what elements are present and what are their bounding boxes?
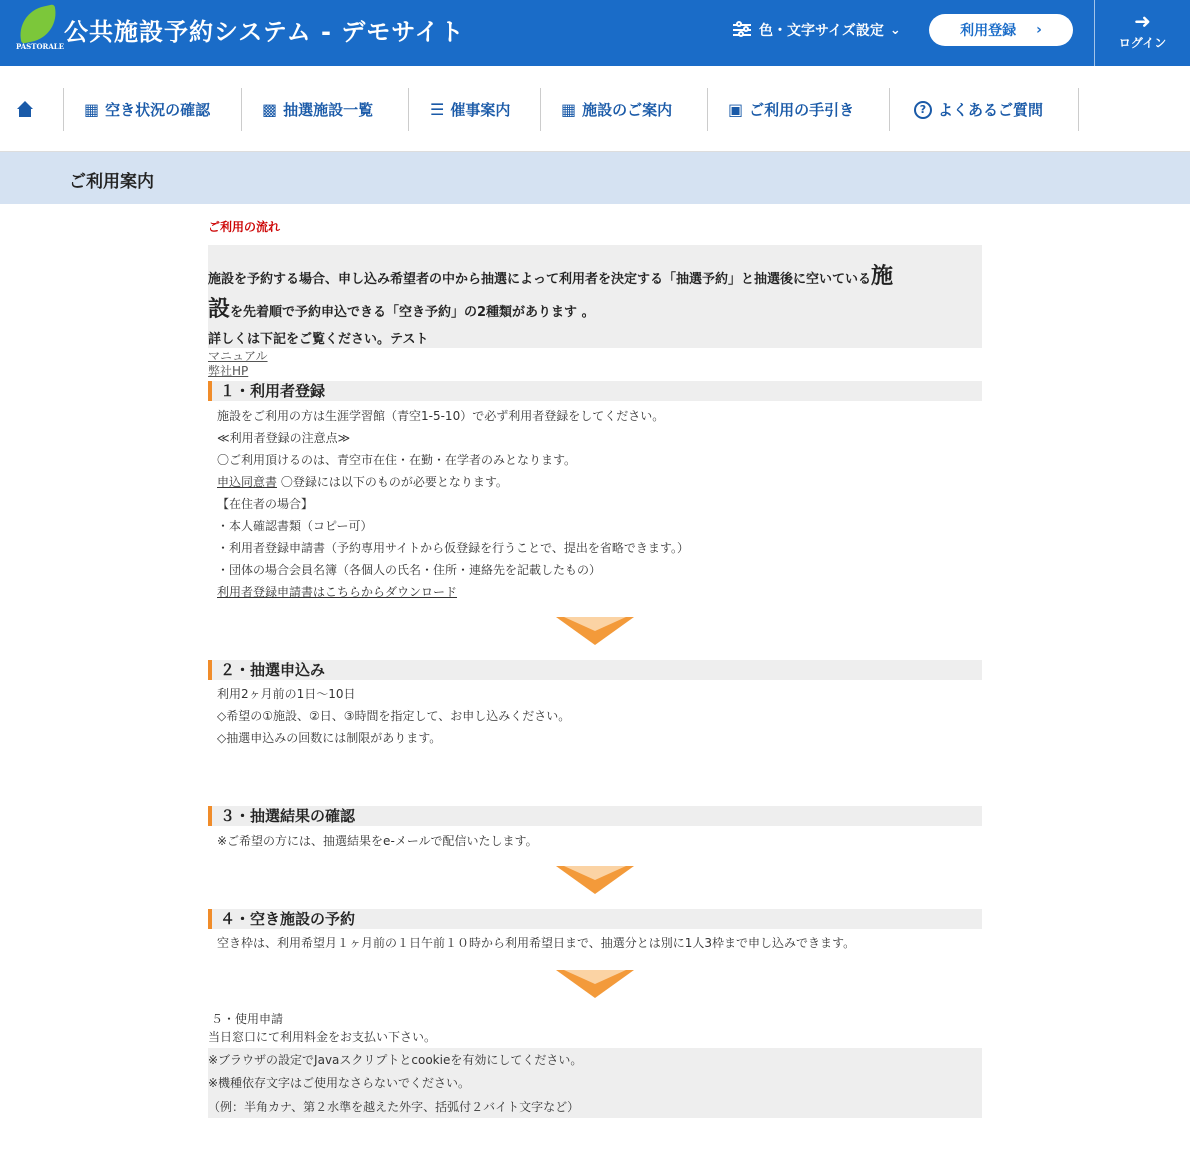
book-open-icon: ▣ [728, 100, 744, 119]
step-1-line: 〇ご利用頂けるのは、青空市在住・在勤・在学者のみとなります。 [217, 453, 577, 467]
nav-facility-guide-label: 施設のご案内 [582, 101, 673, 119]
logo[interactable] [16, 6, 65, 52]
nav-divider [707, 88, 708, 131]
login-button[interactable] [1094, 0, 1190, 66]
step-4-heading: ４・空き施設の予約 [208, 909, 982, 929]
nav-faq-label: よくあるご質問 [938, 101, 1044, 119]
nav-availability[interactable] [84, 88, 210, 131]
nav-facility-guide[interactable] [561, 88, 672, 131]
calendar-icon: ▦ [84, 100, 100, 119]
step-1-line-text: 〇登録には以下のものが必要となります。 [280, 475, 508, 489]
flow-arrow-down-icon [556, 617, 634, 645]
intro-line-1 [208, 259, 893, 290]
flow-title: ご利用の流れ [208, 220, 281, 234]
header [0, 0, 1190, 66]
register-label: 利用登録 [960, 23, 1017, 39]
nav-events-label: 催事案内 [450, 101, 511, 119]
nav-divider [889, 88, 890, 131]
question-circle-icon: ? [914, 101, 932, 119]
building-flag-icon: ▩ [262, 100, 278, 119]
step-3-line: ※ご希望の方には、抽選結果をe-メールで配信いたします。 [217, 834, 538, 848]
step-5-line: 当日窓口にて利用料金をお支払い下さい。 [208, 1030, 437, 1044]
display-settings-label: 色・文字サイズ設定 [759, 23, 884, 39]
nav-divider [1078, 88, 1079, 131]
nav-divider [241, 88, 242, 131]
step-5-heading: ５・使用申請 [211, 1012, 284, 1026]
main-nav [0, 66, 1190, 152]
intro-line-3: 詳しくは下記をご覧ください。テスト [208, 332, 429, 347]
step-1-line: ・本人確認書類（コピー可） [217, 519, 373, 533]
login-label: ログイン [1118, 36, 1167, 50]
sign-in-icon: ➜ [1134, 9, 1151, 33]
intro-text-1: 施設を予約する場合、申し込み希望者の中から抽選によって利用者を決定する「抽選予約」と抽選後に空いている [208, 272, 872, 287]
intro-box [208, 245, 982, 348]
nav-lottery-label: 抽選施設一覧 [283, 101, 374, 119]
step-4-line: 空き枠は、利用希望月１ヶ月前の１日午前１０時から利用希望日まで、抽選分とは別に1人3枠まで申し込みできます。 [217, 936, 856, 950]
nav-divider [408, 88, 409, 131]
company-hp-link[interactable]: 弊社HP [208, 364, 249, 378]
intro-text-2: を先着順で予約申込できる「空き予約」の2種類があります 。 [230, 305, 595, 320]
step-1-line: 【在住者の場合】 [217, 497, 314, 511]
display-settings-button[interactable] [733, 18, 901, 42]
flow-arrow-down-icon [556, 866, 634, 894]
nav-user-guide-label: ご利用の手引き [749, 101, 855, 119]
logo-text: PASTORALE [16, 42, 65, 51]
step-1-line-agreement [217, 474, 508, 490]
page-title: ご利用案内 [69, 172, 154, 192]
page-heading-band [0, 152, 1190, 204]
manual-link[interactable]: マニュアル [208, 349, 268, 363]
step-1-heading: １・利用者登録 [208, 381, 982, 401]
chevron-right-icon: › [1036, 22, 1042, 38]
nav-faq[interactable] [914, 88, 1043, 131]
nav-user-guide[interactable] [728, 88, 854, 131]
step-2-line: ◇抽選申込みの回数には制限があります。 [217, 731, 442, 745]
nav-lottery-facilities[interactable] [262, 88, 373, 131]
list-icon: ☰ [430, 100, 445, 119]
building-info-icon: ▦ [561, 100, 577, 119]
note-line: ※機種依存文字はご使用なさらないでください。 [208, 1076, 471, 1090]
register-button[interactable] [929, 14, 1073, 46]
download-application-link[interactable]: 利用者登録申請書はこちらからダウンロード [217, 585, 458, 599]
home-icon [16, 102, 34, 118]
step-1-line: 施設をご利用の方は生涯学習館（青空1-5-10）で必ず利用者登録をしてください。 [217, 409, 665, 423]
step-1-line: ≪利用者登録の注意点≫ [217, 431, 351, 445]
note-line: ※ブラウザの設定でJavaスクリプトとcookieを有効にしてください。 [208, 1053, 583, 1067]
step-1-line: ・利用者登録申請書（予約専用サイトから仮登録を行うことで、提出を省略できます。） [217, 541, 689, 555]
agreement-link[interactable]: 申込同意書 [217, 475, 278, 489]
flow-arrow-down-icon [556, 970, 634, 998]
nav-home[interactable] [16, 88, 34, 131]
sliders-icon [733, 22, 753, 38]
step-1-line: ・団体の場合会員名簿（各個人の氏名・住所・連絡先を記載したもの） [217, 563, 602, 577]
nav-divider [540, 88, 541, 131]
leaf-logo-icon [15, 4, 61, 44]
notes-box [208, 1048, 982, 1118]
step-2-line: 利用2ヶ月前の1日〜10日 [217, 687, 356, 701]
nav-availability-label: 空き状況の確認 [105, 101, 211, 119]
nav-events[interactable] [430, 88, 510, 131]
nav-divider [63, 88, 64, 131]
intro-line-2 [208, 292, 595, 323]
step-2-heading: ２・抽選申込み [208, 660, 982, 680]
intro-big-char-1: 施 [871, 264, 894, 289]
note-line: （例：半角カナ、第２水準を越えた外字、括弧付２バイト文字など） [208, 1100, 580, 1114]
step-2-line: ◇希望の①施設、②日、③時間を指定して、お申し込みください。 [217, 709, 571, 723]
step-3-heading: ３・抽選結果の確認 [208, 806, 982, 826]
intro-big-char-2: 設 [208, 297, 231, 322]
site-title[interactable]: 公共施設予約システム - デモサイト [64, 18, 465, 46]
chevron-down-icon: ⌄ [889, 22, 901, 38]
